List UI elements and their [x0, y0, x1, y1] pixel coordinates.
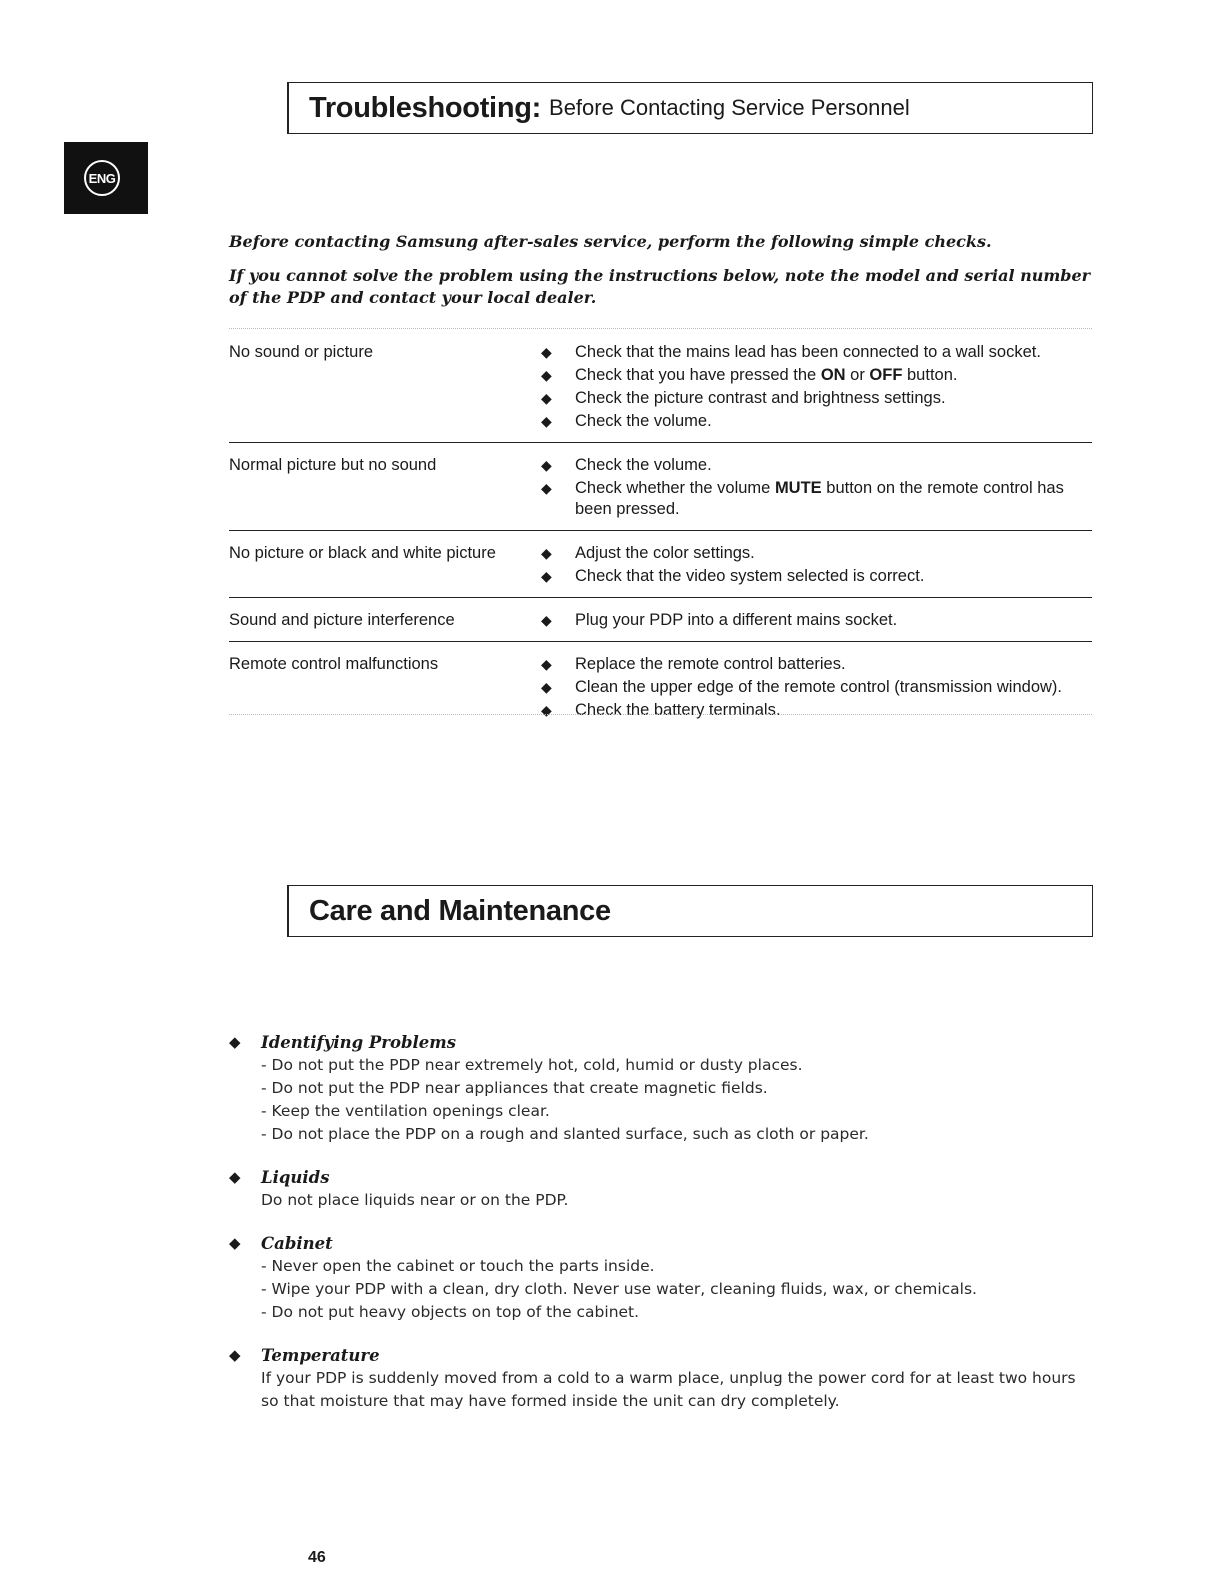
- problem-label: Sound and picture interference: [229, 611, 455, 629]
- check-item: [541, 608, 1092, 631]
- table-row: [229, 608, 1092, 642]
- troubleshooting-subtitle: Before Contacting Service Personnel: [549, 95, 910, 120]
- diamond-bullet-icon: ◆: [541, 679, 552, 695]
- check-text: [575, 543, 755, 564]
- check-item: [541, 652, 1092, 675]
- check-text-part: Plug your PDP into a different mains socket.: [575, 611, 898, 629]
- diamond-bullet-icon: ◆: [229, 1346, 241, 1364]
- language-badge: ENG: [84, 160, 120, 196]
- check-list: [541, 541, 1092, 587]
- care-line: - Keep the ventilation openings clear.: [261, 1102, 550, 1120]
- check-list: [541, 652, 1092, 721]
- check-text: [575, 342, 1041, 363]
- care-item: [229, 1031, 1092, 1146]
- check-text: [575, 455, 712, 476]
- intro-dealer: If you cannot solve the problem using the instructions below, note the model and serial number of the PDP and contact your local dealer.: [229, 266, 1091, 307]
- care-item: [229, 1166, 1092, 1212]
- check-item: [541, 564, 1092, 587]
- check-text-part: Check the picture contrast and brightness settings.: [575, 389, 946, 407]
- care-heading: Cabinet: [261, 1234, 333, 1253]
- care-heading: Liquids: [261, 1168, 330, 1187]
- check-text-part: Check that the video system selected is correct.: [575, 567, 925, 585]
- care-list: [229, 1031, 1092, 1433]
- care-item: [229, 1344, 1092, 1413]
- check-text: [575, 654, 846, 675]
- check-item: [541, 541, 1092, 564]
- care-heading: Identifying Problems: [261, 1033, 457, 1052]
- care-item-body: [261, 1344, 1092, 1413]
- care-line: - Do not put the PDP near extremely hot, cold, humid or dusty places.: [261, 1056, 803, 1074]
- check-text-part: Check that the mains lead has been connected to a wall socket.: [575, 343, 1041, 361]
- check-text: [575, 365, 957, 386]
- troubleshooting-table: [229, 340, 1092, 741]
- diamond-bullet-icon: ◆: [541, 656, 552, 672]
- care-line: If your PDP is suddenly moved from a cold to a warm place, unplug the power cord for at least two hours so that moisture that may have formed inside the unit can dry completely.: [261, 1369, 1076, 1410]
- care-item: [229, 1232, 1092, 1324]
- check-item: [541, 675, 1092, 698]
- diamond-bullet-icon: ◆: [541, 568, 552, 584]
- check-list: [541, 608, 1092, 631]
- check-text: [575, 411, 712, 432]
- check-text-part: or: [845, 366, 870, 384]
- check-text-part: MUTE: [774, 479, 822, 497]
- check-text-part: Check that you have pressed the: [575, 366, 821, 384]
- troubleshooting-title: Troubleshooting:: [309, 91, 542, 124]
- check-item: [541, 476, 1092, 520]
- diamond-bullet-icon: ◆: [541, 413, 552, 429]
- check-text: [575, 388, 946, 409]
- check-text: [575, 610, 897, 631]
- check-item: [541, 409, 1092, 432]
- diamond-bullet-icon: ◆: [541, 480, 552, 496]
- diamond-bullet-icon: ◆: [541, 457, 552, 473]
- care-item-body: [261, 1031, 869, 1146]
- check-item: [541, 340, 1092, 363]
- care-title-box: [287, 885, 1093, 937]
- table-row: [229, 652, 1092, 731]
- table-bottom-divider: [229, 714, 1092, 715]
- check-list: [541, 453, 1092, 520]
- check-text: [575, 478, 1092, 520]
- check-text: [575, 700, 780, 721]
- check-text-part: Check the volume.: [575, 456, 712, 474]
- check-item: [541, 698, 1092, 721]
- problem-label: No sound or picture: [229, 343, 373, 361]
- diamond-bullet-icon: ◆: [229, 1033, 241, 1051]
- check-text: [575, 566, 924, 587]
- check-item: [541, 453, 1092, 476]
- check-text-part: Check the battery terminals.: [575, 701, 781, 719]
- care-line: - Do not put the PDP near appliances that create magnetic fields.: [261, 1079, 768, 1097]
- diamond-bullet-icon: ◆: [541, 367, 552, 383]
- care-title: Care and Maintenance: [309, 894, 611, 927]
- problem-label: Normal picture but no sound: [229, 456, 437, 474]
- diamond-bullet-icon: ◆: [541, 545, 552, 561]
- page-number: 46: [308, 1549, 326, 1566]
- care-line: - Never open the cabinet or touch the parts inside.: [261, 1257, 655, 1275]
- care-line: - Wipe your PDP with a clean, dry cloth. Never use water, cleaning fluids, wax, or chemicals.: [261, 1280, 977, 1298]
- check-text: [575, 677, 1062, 698]
- diamond-bullet-icon: ◆: [541, 390, 552, 406]
- check-text-part: button.: [902, 366, 958, 384]
- check-item: [541, 386, 1092, 409]
- check-text-part: ON: [820, 366, 846, 384]
- care-line: - Do not place the PDP on a rough and slanted surface, such as cloth or paper.: [261, 1125, 869, 1143]
- table-row: [229, 340, 1092, 443]
- diamond-bullet-icon: ◆: [541, 702, 552, 718]
- diamond-bullet-icon: ◆: [229, 1168, 241, 1186]
- troubleshooting-title-box: [287, 82, 1093, 134]
- care-heading: Temperature: [261, 1346, 380, 1365]
- problem-label: No picture or black and white picture: [229, 544, 496, 562]
- check-text-part: Check the volume.: [575, 412, 712, 430]
- intro-checks: Before contacting Samsung after-sales service, perform the following simple checks.: [229, 232, 992, 251]
- check-text-part: Clean the upper edge of the remote control (transmission window).: [575, 678, 1062, 696]
- table-row: [229, 541, 1092, 598]
- care-line: Do not place liquids near or on the PDP.: [261, 1191, 569, 1209]
- care-item-body: [261, 1166, 568, 1212]
- care-item-body: [261, 1232, 977, 1324]
- diamond-bullet-icon: ◆: [541, 612, 552, 628]
- check-text-part: OFF: [869, 366, 903, 384]
- diamond-bullet-icon: ◆: [229, 1234, 241, 1252]
- check-list: [541, 340, 1092, 432]
- check-item: [541, 363, 1092, 386]
- table-row: [229, 453, 1092, 531]
- check-text-part: Adjust the color settings.: [575, 544, 755, 562]
- diamond-bullet-icon: ◆: [541, 344, 552, 360]
- problem-label: Remote control malfunctions: [229, 655, 439, 673]
- care-line: - Do not put heavy objects on top of the cabinet.: [261, 1303, 640, 1321]
- table-top-divider: [229, 328, 1092, 329]
- check-text-part: Replace the remote control batteries.: [575, 655, 846, 673]
- check-text-part: button on the remote control has been pressed.: [575, 479, 1064, 518]
- check-text-part: Check whether the volume: [575, 479, 775, 497]
